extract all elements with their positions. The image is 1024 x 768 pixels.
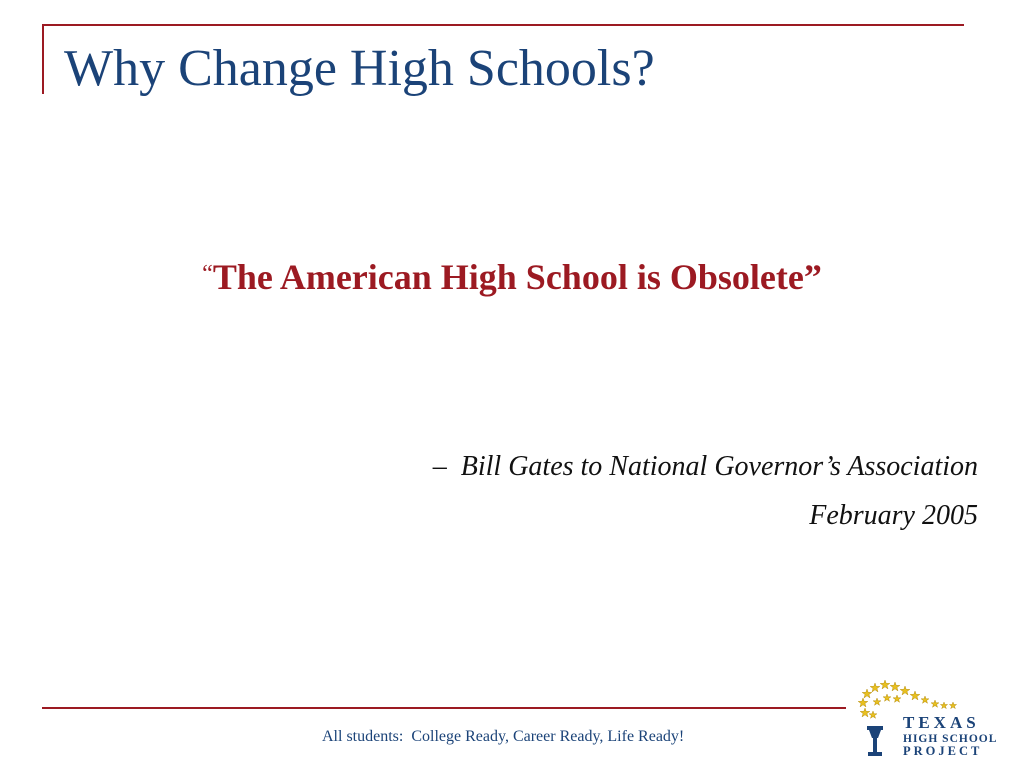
logo-star — [949, 702, 956, 709]
logo-star — [873, 698, 881, 705]
attribution — [433, 442, 978, 540]
logo-star — [921, 696, 929, 703]
attribution-source: Bill Gates to National Governor’s Association — [460, 451, 978, 482]
logo-star — [883, 694, 891, 701]
slide-title: Why Change High Schools? — [64, 40, 655, 97]
logo-star — [910, 691, 920, 700]
attribution-date: February 2005 — [809, 500, 978, 531]
logo-star — [931, 700, 939, 707]
logo-star — [862, 689, 872, 698]
footer-tagline: All students: College Ready, Career Ready, Life Ready! — [322, 728, 685, 745]
torch-icon — [867, 726, 883, 756]
logo-text-high-school: HIGH SCHOOL — [903, 733, 998, 745]
logo-text-texas: TEXAS — [903, 713, 980, 732]
logo-star — [890, 682, 900, 691]
quote — [0, 258, 1024, 298]
bottom-divider — [42, 707, 846, 709]
logo-star — [893, 695, 901, 702]
top-divider — [42, 24, 964, 26]
logo-star — [940, 702, 947, 709]
logo-star — [880, 680, 890, 689]
logo-star — [869, 711, 877, 718]
logo-star — [860, 708, 870, 717]
texas-high-school-project-logo — [853, 678, 1013, 764]
attribution-line-1 — [433, 442, 978, 491]
logo-text-project: PROJECT — [903, 744, 983, 758]
attribution-dash: – — [432, 451, 447, 482]
quote-text: The American High School is Obsolete” — [212, 257, 822, 297]
logo-star — [858, 698, 868, 707]
logo-star — [900, 686, 910, 695]
logo-star — [870, 683, 880, 692]
quote-open-mark: “ — [202, 261, 213, 287]
left-divider — [42, 24, 44, 94]
